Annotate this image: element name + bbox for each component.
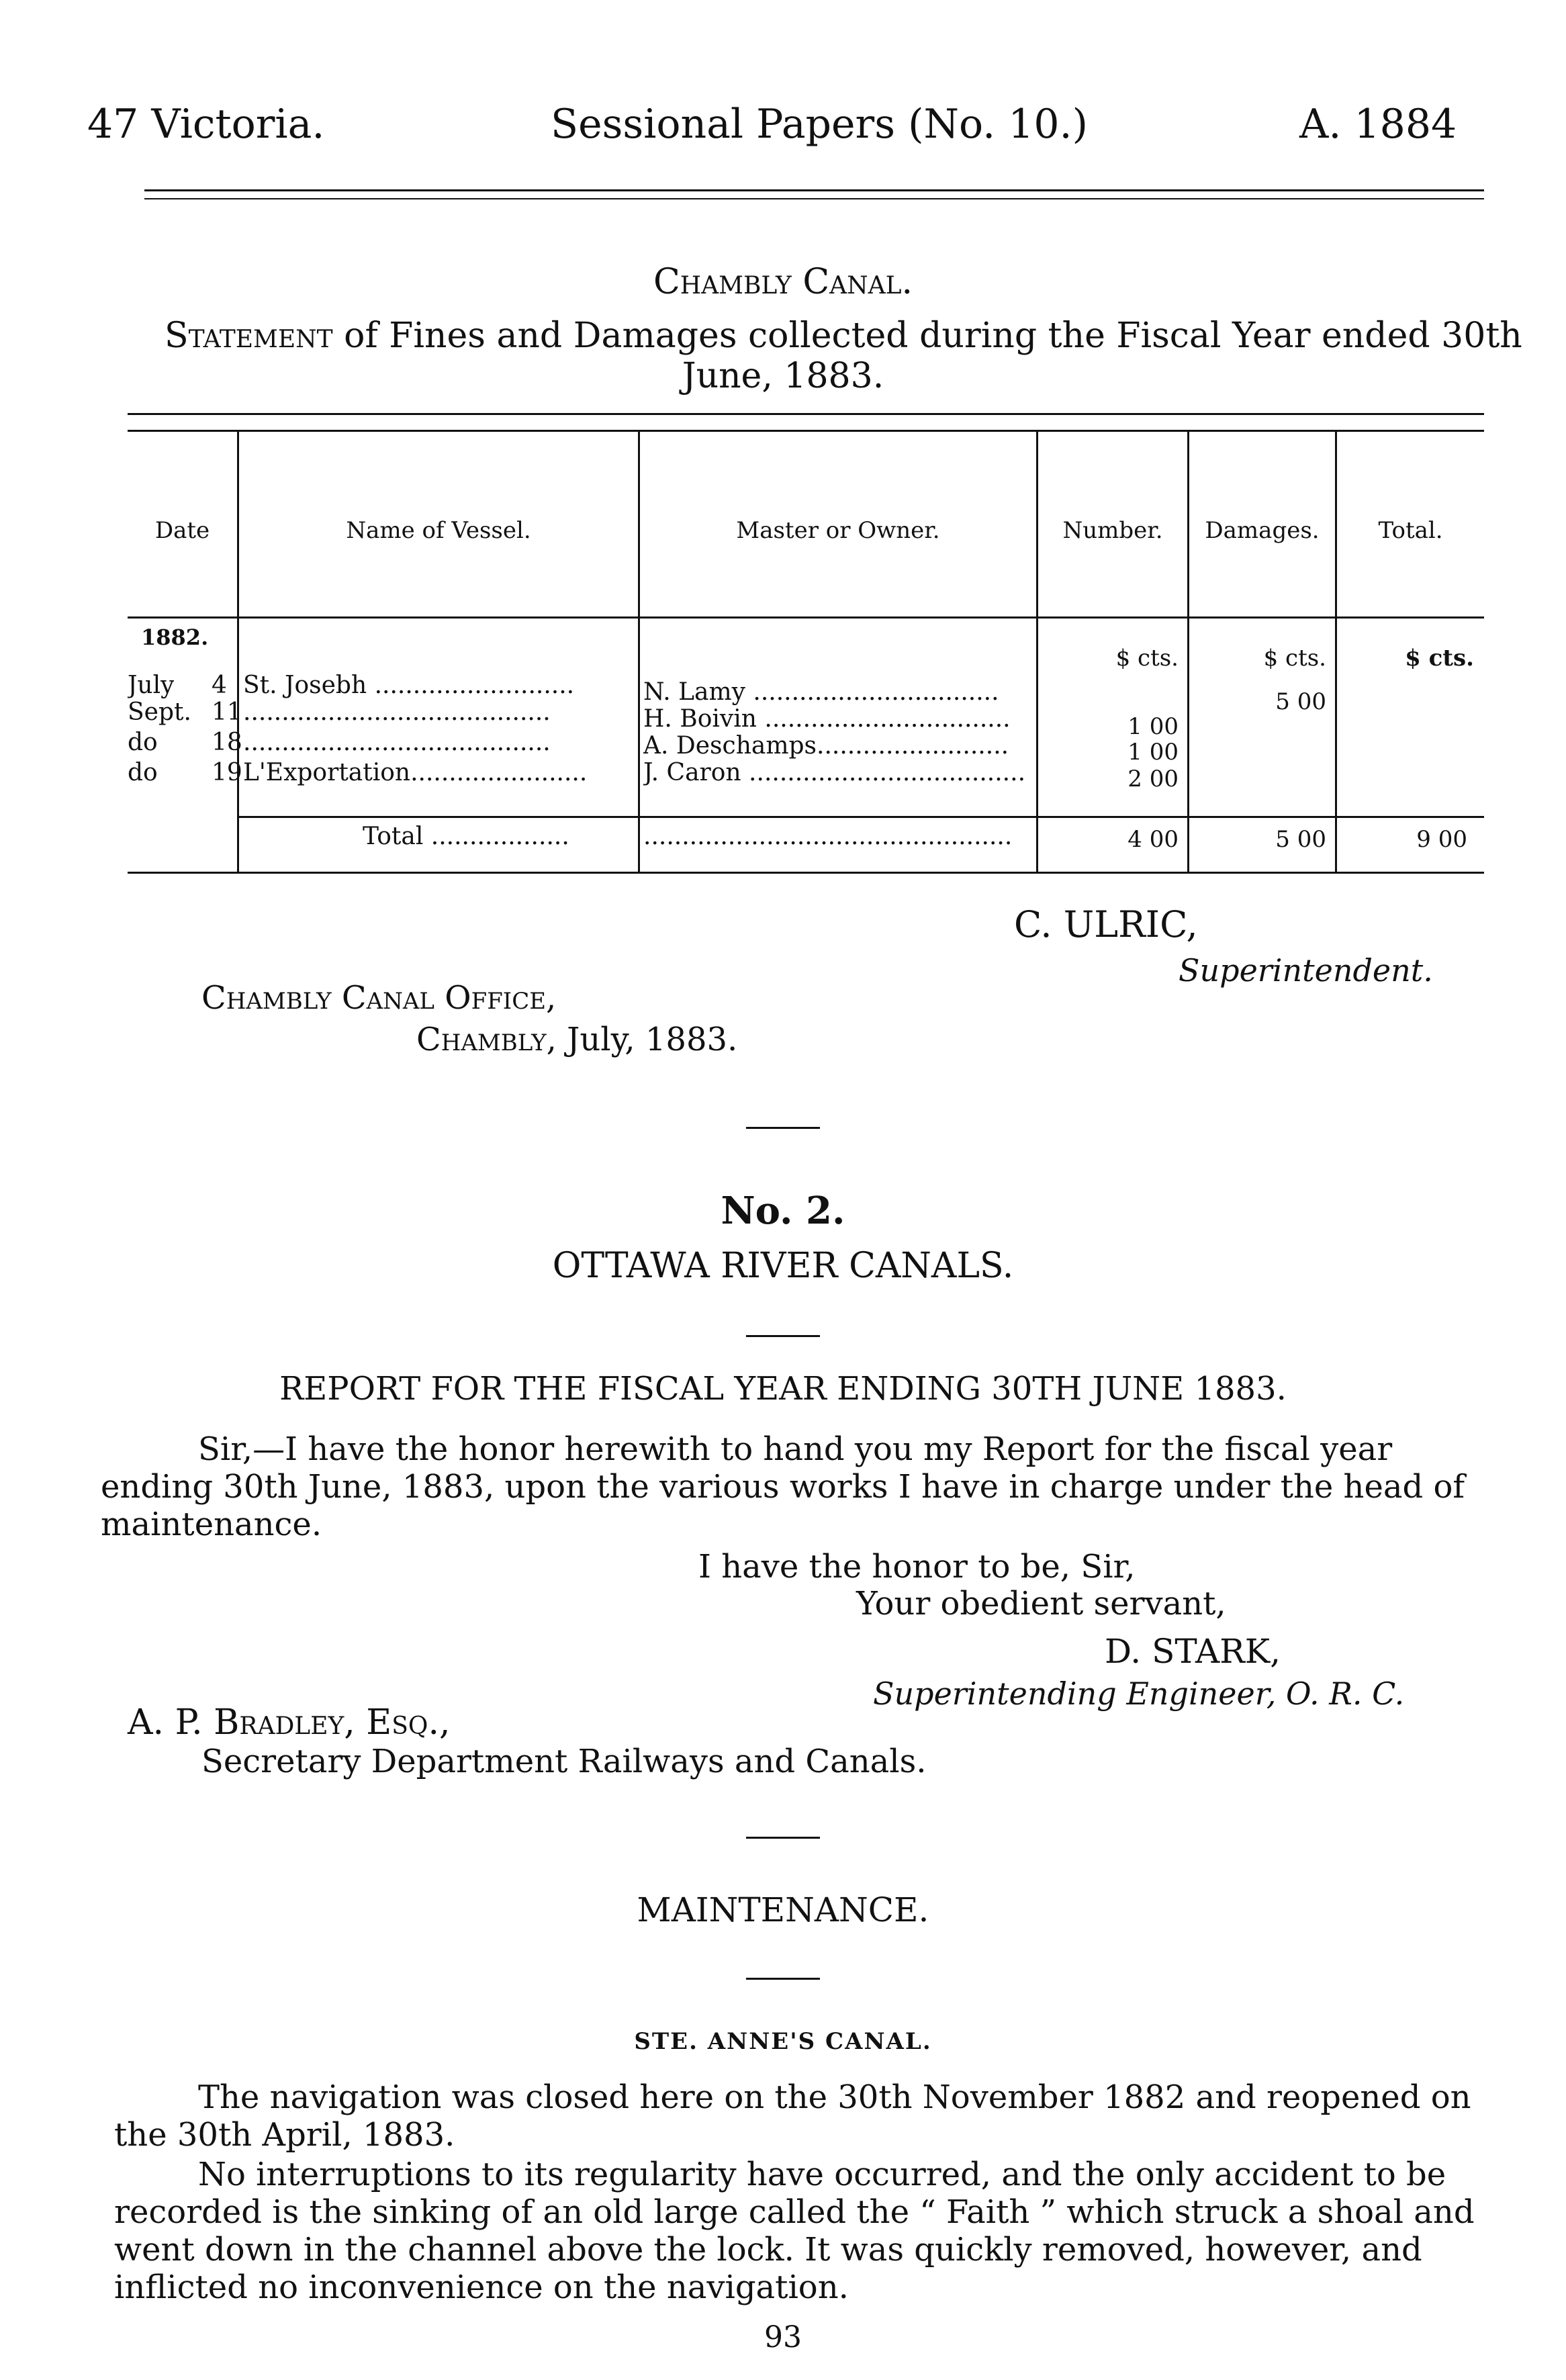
th-date: Date	[154, 517, 210, 544]
separator-rule-1	[746, 1127, 820, 1129]
office-line-2: Chambly, July, 1883.	[416, 1021, 738, 1058]
letter-line: Sir,—I have the honor herewith to hand you my Report for the fiscal year	[198, 1430, 1393, 1468]
row-month: July	[128, 672, 175, 699]
para-line: No interruptions to its regularity have occurred, and the only accident to be	[198, 2156, 1446, 2193]
th-master: Master or Owner.	[736, 517, 940, 544]
office-line-1: Chambly Canal Office,	[201, 979, 557, 1017]
table-rule-bottom	[128, 872, 1484, 874]
para-line: recorded is the sinking of an old large called the “ Faith ” which struck a shoal and	[114, 2193, 1475, 2231]
row-damages: 5 00	[1275, 688, 1326, 715]
row-month: Sept.	[128, 698, 191, 726]
report-title: REPORT FOR THE FISCAL YEAR ENDING 30TH JUNE 1883.	[279, 1370, 1287, 1408]
total-number: 4 00	[1127, 826, 1179, 853]
row-master: H. Boivin ................................	[643, 705, 1011, 733]
para-line: the 30th April, 1883.	[114, 2116, 455, 2154]
separator-rule-4	[746, 1978, 820, 1980]
col-divider-4	[1187, 432, 1189, 872]
row-day: 11	[212, 698, 242, 726]
signature-name: C. ULRIC,	[1014, 903, 1198, 946]
damages-currency: $ cts.	[1263, 645, 1326, 672]
para-line: went down in the channel above the lock. It was quickly removed, however, and	[114, 2231, 1422, 2269]
closing-line-1: I have the honor to be, Sir,	[698, 1548, 1136, 1586]
th-number: Number.	[1062, 517, 1163, 544]
header-rule-bottom	[144, 198, 1484, 199]
row-day: 4	[212, 672, 227, 699]
statement-text: of Fines and Damages collected during the Fiscal Year ended 30th	[344, 316, 1522, 356]
number-currency: $ cts.	[1115, 645, 1179, 672]
table-rule-top-2	[128, 430, 1484, 432]
maintenance-para-1	[114, 2078, 1484, 2154]
row-master: N. Lamy ................................	[643, 678, 999, 706]
row-master: J. Caron ....................................	[643, 759, 1026, 786]
row-month: do	[128, 729, 158, 756]
total-label: Total ..................	[363, 823, 569, 850]
table-rule-top-1	[128, 413, 1484, 415]
row-number: 2 00	[1127, 766, 1179, 792]
section-number: No. 2.	[721, 1189, 845, 1233]
table-header-rule	[128, 616, 1484, 619]
section-title: OTTAWA RIVER CANALS.	[552, 1246, 1014, 1286]
col-divider-2	[638, 432, 640, 872]
row-master: A. Deschamps.........................	[643, 732, 1009, 760]
para-line: inflicted no inconvenience on the navigation.	[114, 2269, 849, 2306]
header-rule-top	[144, 189, 1484, 191]
col-divider-3	[1036, 432, 1038, 872]
col-divider-5	[1335, 432, 1337, 872]
col-divider-1	[237, 432, 239, 872]
addressee-line-2: Secretary Department Railways and Canals.	[201, 1743, 927, 1780]
addressee-line-1: A. P. Bradley, Esq.,	[128, 1702, 451, 1743]
signer-title: Superintending Engineer, O. R. C.	[873, 1676, 1405, 1712]
signature-title: Superintendent.	[1179, 952, 1433, 989]
header-left: 47 Victoria.	[87, 101, 325, 148]
maintenance-para-2	[114, 2156, 1484, 2306]
separator-rule-2	[746, 1335, 820, 1337]
year-label: 1882.	[141, 625, 209, 650]
row-vessel: ........................................	[243, 729, 551, 756]
letter-body	[101, 1430, 1484, 1543]
signer-name: D. STARK,	[1105, 1632, 1281, 1671]
header-right: A. 1884	[1299, 101, 1457, 148]
separator-rule-3	[746, 1837, 820, 1839]
maintenance-title: MAINTENANCE.	[637, 1890, 929, 1929]
row-day: 18	[212, 729, 242, 756]
th-damages: Damages.	[1205, 517, 1320, 544]
total-master-leader: ................................................	[643, 823, 1013, 850]
total-currency: $ cts.	[1405, 645, 1474, 672]
th-total: Total.	[1378, 517, 1443, 544]
closing-line-2: Your obedient servant,	[856, 1585, 1226, 1622]
row-day: 19	[212, 759, 242, 786]
page-number: 93	[764, 2320, 802, 2354]
header-center: Sessional Papers (No. 10.)	[551, 101, 1089, 148]
total-damages: 5 00	[1275, 826, 1326, 853]
maintenance-subtitle: STE. ANNE'S CANAL.	[634, 2028, 932, 2055]
row-number: 1 00	[1127, 713, 1179, 740]
total-total: 9 00	[1416, 826, 1467, 853]
letter-line: maintenance.	[101, 1506, 322, 1543]
statement-line-1	[165, 316, 1522, 356]
statement-word: Statement	[165, 316, 333, 356]
chambly-title: Chambly Canal.	[653, 262, 913, 302]
th-vessel: Name of Vessel.	[346, 517, 531, 544]
table-total-rule	[238, 816, 1484, 818]
row-number: 1 00	[1127, 739, 1179, 766]
row-vessel: St. Josebh ..........................	[243, 672, 575, 699]
row-vessel: L'Exportation.......................	[243, 759, 588, 786]
para-line: The navigation was closed here on the 30th November 1882 and reopened on	[198, 2078, 1471, 2116]
row-vessel: ........................................	[243, 698, 551, 726]
letter-line: ending 30th June, 1883, upon the various works I have in charge under the head of	[101, 1468, 1465, 1506]
statement-line-2: June, 1883.	[682, 356, 884, 396]
row-month: do	[128, 759, 158, 786]
